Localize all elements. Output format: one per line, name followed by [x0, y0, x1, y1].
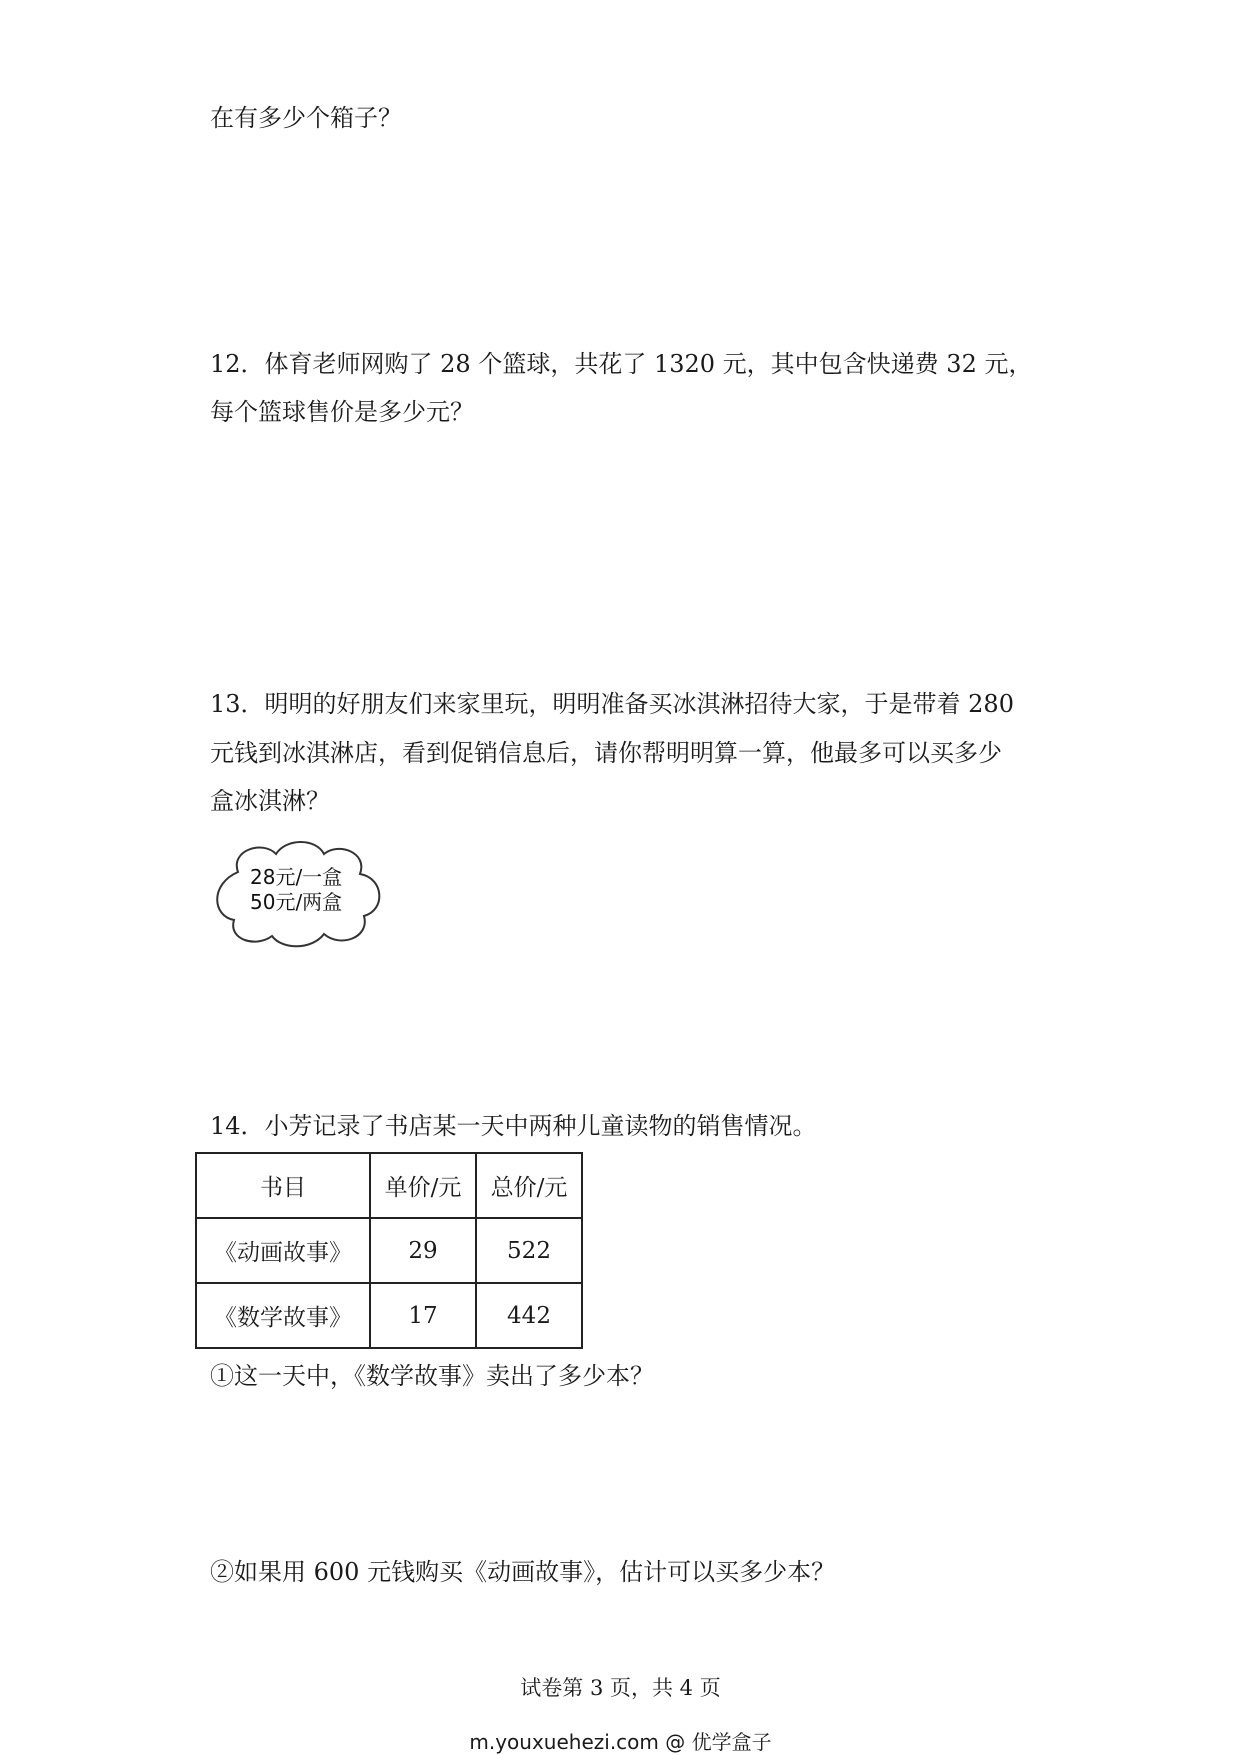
- table-row: [196, 1218, 582, 1283]
- cell-unit-price: 17: [370, 1283, 476, 1348]
- table-header-row: [196, 1153, 582, 1218]
- site-watermark: m.youxuehezi.com @ 优学盒子: [469, 1730, 772, 1754]
- q11-tail-text: 在有多少个箱子？: [210, 104, 402, 132]
- q13-line1: 13．明明的好朋友们来家里玩，明明准备买冰淇淋招待大家，于是带着 280: [210, 690, 1014, 718]
- promo-price-single: 28元/一盒: [250, 865, 343, 889]
- cell-total-price: 522: [476, 1218, 582, 1283]
- header-total-price: 总价/元: [476, 1153, 582, 1218]
- q14-sub-question-2: ②如果用 600 元钱购买《动画故事》，估计可以买多少本？: [210, 1558, 836, 1586]
- q14-sub-question-1: ①这一天中，《数学故事》卖出了多少本？: [210, 1362, 654, 1390]
- cell-book-name: 《数学故事》: [196, 1283, 370, 1348]
- cell-total-price: 442: [476, 1283, 582, 1348]
- sales-table: [195, 1152, 583, 1349]
- q13-line2: 元钱到冰淇淋店，看到促销信息后，请你帮明明算一算，他最多可以买多少: [210, 739, 1002, 767]
- promo-price-double: 50元/两盒: [250, 890, 343, 914]
- header-unit-price: 单价/元: [370, 1153, 476, 1218]
- table-row: [196, 1283, 582, 1348]
- header-title: 书目: [196, 1153, 370, 1218]
- page-footer: 试卷第 3 页，共 4 页: [520, 1676, 721, 1700]
- q13-line3: 盒冰淇淋？: [210, 787, 330, 815]
- cell-book-name: 《动画故事》: [196, 1218, 370, 1283]
- cell-unit-price: 29: [370, 1218, 476, 1283]
- q14-intro: 14．小芳记录了书店某一天中两种儿童读物的销售情况。: [210, 1112, 817, 1140]
- q12-line2: 每个篮球售价是多少元？: [210, 398, 474, 426]
- q12-line1: 12．体育老师网购了 28 个篮球，共花了 1320 元，其中包含快递费 32 元，: [210, 350, 1033, 378]
